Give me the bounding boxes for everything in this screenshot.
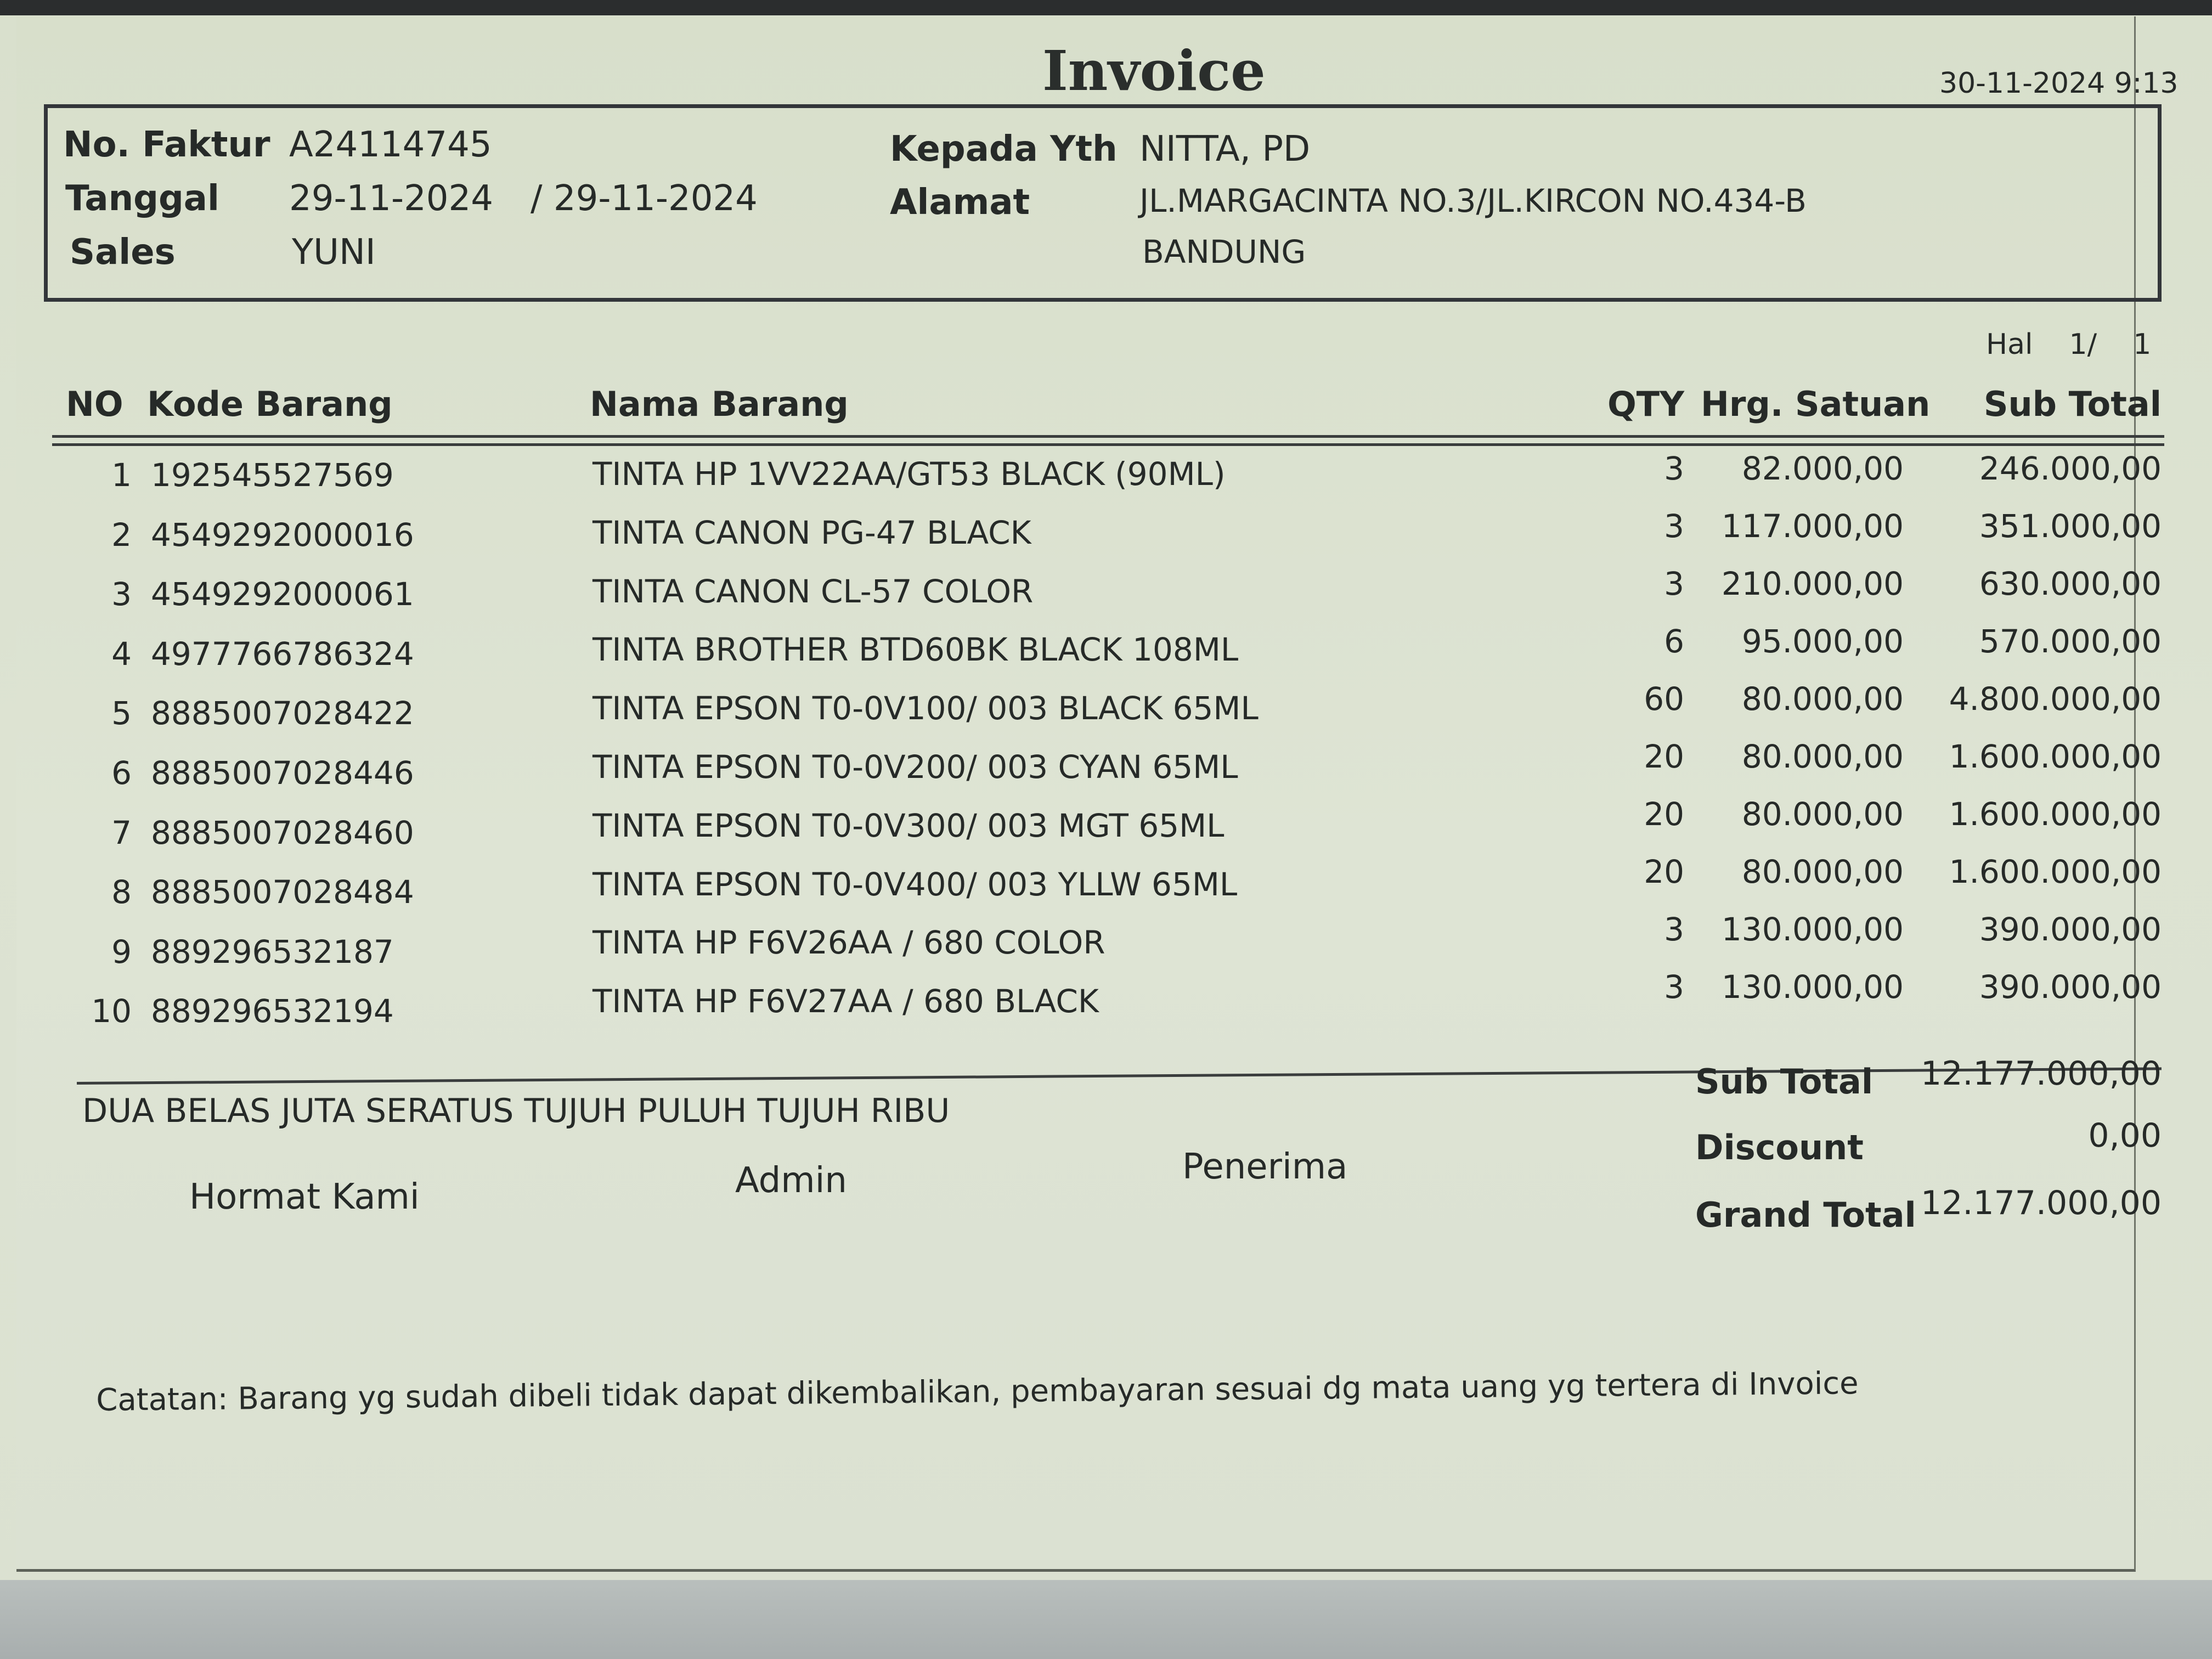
cell-subtotal: 4.800.000,00 (1949, 680, 2162, 718)
col-header-no: NO (66, 384, 123, 424)
cell-qty: 3 (1664, 450, 1684, 487)
sales-label: Sales (70, 232, 176, 273)
cell-nama: TINTA HP 1VV22AA/GT53 BLACK (90ML) (592, 455, 1226, 493)
col-header-nama: Nama Barang (590, 384, 849, 424)
no-faktur-value: A24114745 (289, 125, 492, 165)
subtotal-value: 12.177.000,00 (1921, 1054, 2162, 1093)
printed-timestamp: 30-11-2024 9:13 (1939, 67, 2179, 100)
cell-harga: 130.000,00 (1721, 911, 1904, 948)
cell-harga: 80.000,00 (1741, 795, 1904, 833)
cell-harga: 80.000,00 (1741, 853, 1904, 890)
kepada-label: Kepada Yth (890, 129, 1118, 170)
cell-subtotal: 390.000,00 (1979, 911, 2162, 948)
tanggal-label: Tanggal (65, 178, 219, 219)
cell-nama: TINTA HP F6V26AA / 680 COLOR (592, 924, 1105, 962)
cell-harga: 80.000,00 (1741, 680, 1904, 718)
tanggal-to: / 29-11-2024 (531, 178, 758, 219)
cell-nama: TINTA EPSON T0-0V100/ 003 BLACK 65ML (592, 690, 1259, 727)
col-header-harga: Hrg. Satuan (1701, 384, 1931, 424)
cell-subtotal: 390.000,00 (1979, 968, 2162, 1006)
sales-value: YUNI (292, 232, 376, 273)
alamat-line1: JL.MARGACINTA NO.3/JL.KIRCON NO.434-B (1139, 182, 1807, 219)
cell-kode: 8885007028422 (151, 695, 414, 732)
cell-subtotal: 570.000,00 (1979, 623, 2162, 660)
page-number: 1/ (2069, 328, 2097, 361)
cell-no: 2 (111, 516, 132, 554)
cell-no: 3 (111, 575, 132, 613)
cell-qty: 3 (1664, 968, 1684, 1006)
cell-kode: 8885007028446 (151, 754, 414, 792)
cell-kode: 889296532187 (151, 933, 394, 970)
cell-kode: 8885007028460 (151, 814, 414, 851)
cell-qty: 20 (1644, 795, 1684, 833)
header-rule-bottom (52, 443, 2164, 446)
footer-note: Catatan: Barang yg sudah dibeli tidak dapat dikembalikan, pembayaran sesuai dg mata uang yg tertera di Invoice (96, 1365, 1859, 1418)
cell-qty: 3 (1664, 507, 1684, 545)
cell-harga: 95.000,00 (1741, 623, 1904, 660)
alamat-line2: BANDUNG (1142, 233, 1306, 270)
cell-harga: 80.000,00 (1741, 738, 1904, 775)
subtotal-label: Sub Total (1695, 1062, 1874, 1102)
cell-nama: TINTA EPSON T0-0V400/ 003 YLLW 65ML (592, 865, 1238, 903)
invoice-title: Invoice (1042, 38, 1266, 103)
col-header-kode: Kode Barang (147, 384, 393, 424)
cell-harga: 82.000,00 (1741, 450, 1904, 487)
cell-subtotal: 1.600.000,00 (1949, 853, 2162, 890)
page-label: Hal (1986, 328, 2033, 361)
cell-no: 7 (111, 814, 132, 851)
page-total: 1 (2133, 328, 2152, 361)
cell-subtotal: 246.000,00 (1979, 450, 2162, 487)
signature-hormat-kami: Hormat Kami (189, 1177, 420, 1217)
discount-label: Discount (1695, 1127, 1864, 1167)
tanggal-from: 29-11-2024 (289, 178, 493, 219)
grand-total-value: 12.177.000,00 (1921, 1184, 2162, 1222)
kepada-value: NITTA, PD (1139, 129, 1311, 170)
grand-total-label: Grand Total (1695, 1195, 1916, 1235)
cell-qty: 20 (1644, 738, 1684, 775)
cell-subtotal: 351.000,00 (1979, 507, 2162, 545)
cell-qty: 3 (1664, 911, 1684, 948)
cell-kode: 192545527569 (151, 456, 394, 494)
cell-qty: 20 (1644, 853, 1684, 890)
page-indicator (1986, 328, 2151, 361)
cell-kode: 4549292000016 (151, 516, 414, 554)
invoice-header-box (44, 104, 2162, 302)
cell-subtotal: 1.600.000,00 (1949, 795, 2162, 833)
cell-kode: 4549292000061 (151, 575, 414, 613)
cell-no: 10 (91, 992, 132, 1030)
cell-qty: 60 (1644, 680, 1684, 718)
cell-nama: TINTA HP F6V27AA / 680 BLACK (592, 983, 1099, 1020)
cell-qty: 6 (1664, 623, 1684, 660)
cell-subtotal: 1.600.000,00 (1949, 738, 2162, 775)
cell-nama: TINTA CANON CL-57 COLOR (592, 572, 1034, 610)
signature-admin: Admin (735, 1160, 847, 1201)
monitor-bezel (0, 1580, 2212, 1659)
no-faktur-label: No. Faktur (63, 125, 270, 165)
cell-no: 9 (111, 933, 132, 970)
header-rule-top (52, 435, 2164, 438)
cell-subtotal: 630.000,00 (1979, 565, 2162, 602)
col-header-qty: QTY (1607, 384, 1684, 424)
signature-penerima: Penerima (1182, 1147, 1348, 1187)
cell-nama: TINTA EPSON T0-0V200/ 003 CYAN 65ML (592, 748, 1238, 786)
cell-harga: 130.000,00 (1721, 968, 1904, 1006)
discount-value: 0,00 (2088, 1116, 2162, 1155)
cell-no: 5 (111, 695, 132, 732)
cell-no: 6 (111, 754, 132, 792)
amount-in-words: DUA BELAS JUTA SERATUS TUJUH PULUH TUJUH RIBU (82, 1092, 950, 1130)
cell-no: 4 (111, 635, 132, 673)
cell-no: 1 (111, 456, 132, 494)
cell-qty: 3 (1664, 565, 1684, 602)
col-header-subtotal: Sub Total (1983, 384, 2162, 424)
cell-harga: 117.000,00 (1721, 507, 1904, 545)
cell-no: 8 (111, 873, 132, 911)
cell-harga: 210.000,00 (1721, 565, 1904, 602)
cell-nama: TINTA EPSON T0-0V300/ 003 MGT 65ML (592, 806, 1224, 844)
cell-kode: 8885007028484 (151, 873, 414, 911)
cell-nama: TINTA BROTHER BTD60BK BLACK 108ML (592, 631, 1239, 669)
cell-kode: 889296532194 (151, 992, 394, 1030)
cell-nama: TINTA CANON PG-47 BLACK (592, 514, 1031, 551)
cell-kode: 4977766786324 (151, 635, 414, 673)
alamat-label: Alamat (890, 182, 1030, 223)
